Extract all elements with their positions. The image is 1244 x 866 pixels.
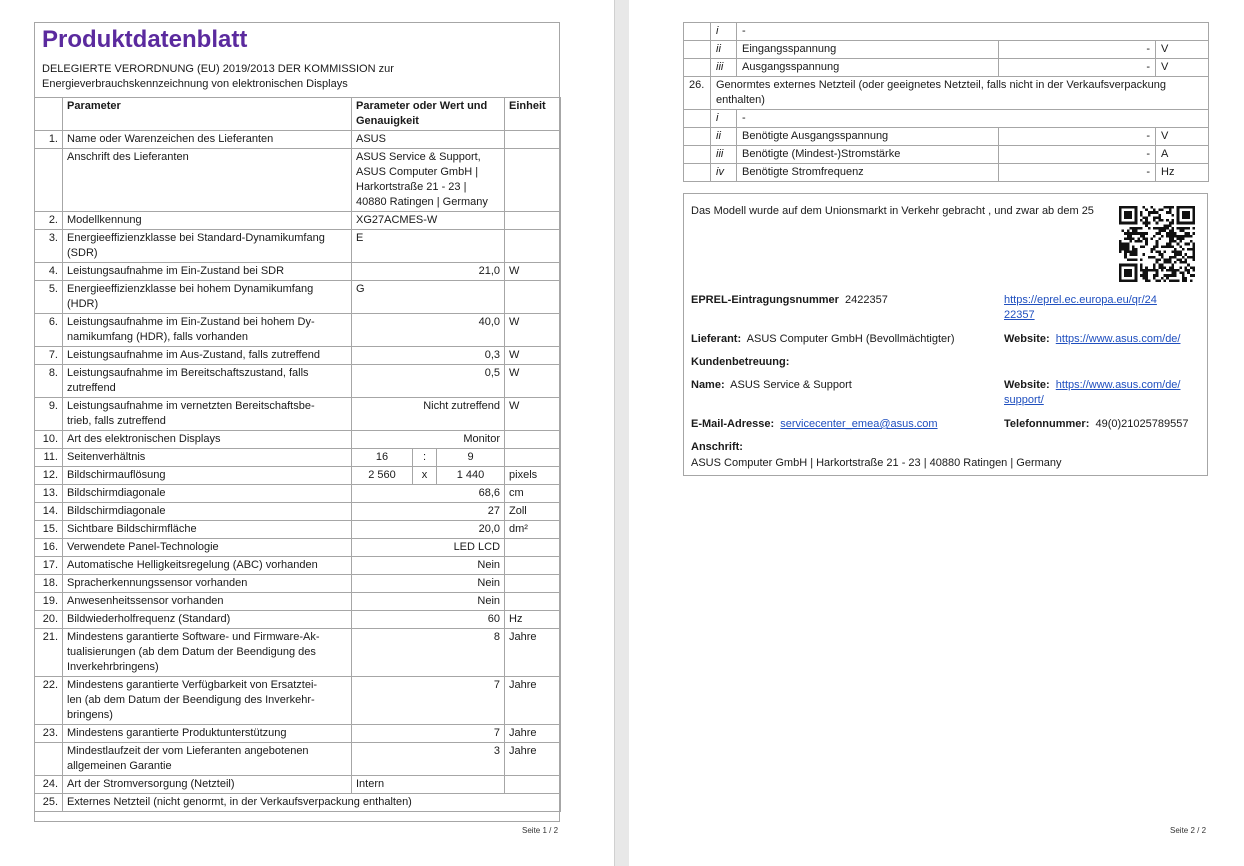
row-parameter xyxy=(63,776,352,794)
market-date-text: Das Modell wurde auf dem Unionsmarkt in Verkehr gebracht , und zwar ab dem 25 xyxy=(691,205,1094,217)
row-parameter xyxy=(63,431,352,449)
row-parameter xyxy=(63,575,352,593)
row-value xyxy=(352,263,505,281)
page-title: Produktdatenblatt xyxy=(42,26,248,53)
param-line: Leistungsaufnahme im Aus-Zustand, falls zutreffend xyxy=(67,349,320,361)
param-line: Leistungsaufnahme im Ein-Zustand bei SDR xyxy=(67,265,285,277)
row-parameter xyxy=(63,629,352,677)
row-number: 20. xyxy=(35,611,63,629)
row-value xyxy=(352,314,505,347)
sub-unit: V xyxy=(1156,59,1209,77)
email-row xyxy=(691,417,938,432)
row-number xyxy=(684,23,711,41)
row-unit xyxy=(505,149,561,212)
table-row xyxy=(35,398,561,431)
table-row xyxy=(35,794,561,812)
table-row xyxy=(35,431,561,449)
table-row xyxy=(684,128,1209,146)
param-line: Inverkehrbringens) xyxy=(67,661,159,673)
table-row xyxy=(35,131,561,149)
sub-index: iii xyxy=(711,59,737,77)
product-data-rows xyxy=(35,131,561,812)
param-line: (SDR) xyxy=(67,247,98,259)
value-line: 40880 Ratingen | Germany xyxy=(356,196,488,208)
param-line: len (ab dem Datum der Beendigung des Inverkehr- xyxy=(67,694,315,706)
row-number: 26. xyxy=(684,77,711,110)
row-number: 12. xyxy=(35,467,63,485)
table-row xyxy=(35,611,561,629)
row-parameter xyxy=(63,149,352,212)
row-number: 24. xyxy=(35,776,63,794)
param-line: Anschrift des Lieferanten xyxy=(67,151,189,163)
eprel-number: 2422357 xyxy=(845,294,888,306)
row-unit: Jahre xyxy=(505,743,561,776)
section-title-line: enthalten) xyxy=(716,94,765,106)
sub-label: - xyxy=(737,23,1209,41)
value-line: 0,3 xyxy=(484,349,501,361)
param-line: Anwesenheitssensor vorhanden xyxy=(67,595,224,607)
supplier-value: ASUS Computer GmbH (Bevollmächtigter) xyxy=(746,333,955,345)
row-number: 3. xyxy=(35,230,63,263)
param-line: Spracherkennungssensor vorhanden xyxy=(67,577,248,589)
supplier-label: Lieferant: xyxy=(691,333,742,345)
website-row xyxy=(1004,332,1180,347)
eprel-link-line-2[interactable]: 22357 xyxy=(1004,309,1035,321)
sub-unit: V xyxy=(1156,128,1209,146)
product-data-table xyxy=(34,97,561,812)
sub-value: - xyxy=(999,128,1156,146)
table-row xyxy=(35,593,561,611)
sub-index: ii xyxy=(711,41,737,59)
row-unit: W xyxy=(505,263,561,281)
row-parameter xyxy=(63,539,352,557)
supplier-row xyxy=(691,332,954,347)
param-line: Art des elektronischen Displays xyxy=(67,433,221,445)
row-parameter xyxy=(63,485,352,503)
row-value xyxy=(352,629,505,677)
row-number: 9. xyxy=(35,398,63,431)
row-value-part: 1 440 xyxy=(437,467,505,485)
row-number: 22. xyxy=(35,677,63,725)
support-website-label: Website: xyxy=(1004,379,1050,391)
row-number: 7. xyxy=(35,347,63,365)
table-row xyxy=(684,164,1209,182)
value-line: E xyxy=(356,232,364,244)
sub-label: Eingangsspannung xyxy=(737,41,999,59)
table-row xyxy=(35,629,561,677)
sub-value: - xyxy=(999,146,1156,164)
row-value xyxy=(352,503,505,521)
address-value: ASUS Computer GmbH | Harkortstraße 21 - 23 | 40880 Ratingen | Germany xyxy=(691,457,1062,469)
row-unit xyxy=(505,281,561,314)
sub-index: ii xyxy=(711,128,737,146)
param-line: Bildschirmauflösung xyxy=(67,469,166,481)
eprel-link-line-1[interactable]: https://eprel.ec.europa.eu/qr/24 xyxy=(1004,294,1157,306)
regulation-line-2: Energieverbrauchskennzeichnung von elektronischen Displays xyxy=(42,78,348,90)
row-parameter xyxy=(63,725,352,743)
support-name-row xyxy=(691,378,852,393)
sub-index: i xyxy=(711,110,737,128)
header-value-line-1: Parameter oder Wert und xyxy=(356,100,488,112)
param-line: Energieeffizienzklasse bei hohem Dynamikumfang xyxy=(67,283,314,295)
param-line: Mindestens garantierte Produktunterstützung xyxy=(67,727,287,739)
param-line: tualisierungen (ab dem Datum der Beendigung des xyxy=(67,646,316,658)
value-line: ASUS Computer GmbH | xyxy=(356,166,479,178)
table-row xyxy=(35,449,561,467)
row-unit xyxy=(505,776,561,794)
value-line: 68,6 xyxy=(478,487,501,499)
row-value xyxy=(352,539,505,557)
row-value xyxy=(352,521,505,539)
row-number: 25. xyxy=(35,794,63,812)
table-row xyxy=(684,59,1209,77)
row-value xyxy=(352,776,505,794)
section-title xyxy=(711,77,1209,110)
param-line: (HDR) xyxy=(67,298,99,310)
param-line: Bildschirmdiagonale xyxy=(67,505,166,517)
row-parameter xyxy=(63,212,352,230)
table-row xyxy=(35,365,561,398)
row-number: 17. xyxy=(35,557,63,575)
row-unit: W xyxy=(505,365,561,398)
page-gutter xyxy=(614,0,630,866)
sub-label: Benötigte Ausgangsspannung xyxy=(737,128,999,146)
table-row xyxy=(35,314,561,347)
row-unit: Hz xyxy=(505,611,561,629)
param-line: zutreffend xyxy=(67,382,116,394)
row-number: 21. xyxy=(35,629,63,677)
row-number: 15. xyxy=(35,521,63,539)
value-line: 7 xyxy=(493,727,501,739)
row-unit xyxy=(505,539,561,557)
value-line: LED LCD xyxy=(453,541,501,553)
row-unit xyxy=(505,575,561,593)
row-value xyxy=(352,212,505,230)
row-value-part: : xyxy=(413,449,437,467)
row-unit: dm² xyxy=(505,521,561,539)
row-parameter xyxy=(63,467,352,485)
row-parameter xyxy=(63,743,352,776)
table-row xyxy=(35,557,561,575)
row-unit: Jahre xyxy=(505,677,561,725)
phone-value: 49(0)21025789557 xyxy=(1095,418,1189,430)
param-line: Mindestlaufzeit der vom Lieferanten angebotenen xyxy=(67,745,309,757)
value-line: Nein xyxy=(477,577,501,589)
support-website-link-line-2[interactable]: support/ xyxy=(1004,394,1044,406)
sub-label: - xyxy=(737,110,1209,128)
param-line: Verwendete Panel-Technologie xyxy=(67,541,219,553)
row-value-part: 9 xyxy=(437,449,505,467)
row-value xyxy=(352,230,505,263)
value-line: Nein xyxy=(477,559,501,571)
row-value xyxy=(352,431,505,449)
sub-unit: A xyxy=(1156,146,1209,164)
row-unit xyxy=(505,131,561,149)
row-parameter xyxy=(63,398,352,431)
param-line: trieb, falls zutreffend xyxy=(67,415,166,427)
value-line: G xyxy=(356,283,365,295)
row-number: 13. xyxy=(35,485,63,503)
row-number xyxy=(684,128,711,146)
value-line: Monitor xyxy=(463,433,501,445)
row-parameter xyxy=(63,503,352,521)
param-line: Art der Stromversorgung (Netzteil) xyxy=(67,778,235,790)
row-number: 11. xyxy=(35,449,63,467)
sub-unit: Hz xyxy=(1156,164,1209,182)
row-parameter xyxy=(63,131,352,149)
row-unit xyxy=(505,431,561,449)
row-value xyxy=(352,575,505,593)
row-value xyxy=(352,149,505,212)
row-unit xyxy=(505,230,561,263)
eprel-label: EPREL-Eintragungsnummer xyxy=(691,294,839,306)
row-number xyxy=(35,149,63,212)
sub-index: iii xyxy=(711,146,737,164)
param-line: Mindestens garantierte Verfügbarkeit von Ersatztei- xyxy=(67,679,318,691)
eprel-row xyxy=(691,293,888,308)
table-row xyxy=(35,347,561,365)
power-supply-rows xyxy=(684,23,1209,182)
row-value xyxy=(352,557,505,575)
param-line: Seitenverhältnis xyxy=(67,451,146,463)
param-line: Bildwiederholfrequenz (Standard) xyxy=(67,613,231,625)
row-value-part: 2 560 xyxy=(352,467,413,485)
email-link[interactable]: servicecenter_emea@asus.com xyxy=(780,418,938,430)
table-row xyxy=(684,146,1209,164)
table-row xyxy=(684,41,1209,59)
row-value xyxy=(352,398,505,431)
row-value xyxy=(352,593,505,611)
param-line: Leistungsaufnahme im vernetzten Bereitschaftsbe- xyxy=(67,400,315,412)
param-line: Energieeffizienzklasse bei Standard-Dynamikumfang xyxy=(67,232,325,244)
value-line: 40,0 xyxy=(478,316,501,328)
row-value xyxy=(352,743,505,776)
param-line: Leistungsaufnahme im Bereitschaftszustand, falls xyxy=(67,367,309,379)
row-parameter xyxy=(63,230,352,263)
row-number: 19. xyxy=(35,593,63,611)
support-website-link-line-1[interactable]: https://www.asus.com/de/ xyxy=(1055,379,1181,391)
row-parameter xyxy=(63,611,352,629)
header-unit: Einheit xyxy=(505,98,561,131)
power-supply-table xyxy=(683,22,1209,182)
row-value xyxy=(352,365,505,398)
value-line: ASUS Service & Support, xyxy=(356,151,481,163)
param-line: Name oder Warenzeichen des Lieferanten xyxy=(67,133,274,145)
row-value-part: x xyxy=(413,467,437,485)
row-unit: W xyxy=(505,398,561,431)
row-parameter xyxy=(63,557,352,575)
value-line: XG27ACMES-W xyxy=(356,214,438,226)
row-number xyxy=(684,41,711,59)
value-line: 7 xyxy=(493,679,501,691)
row-parameter xyxy=(63,281,352,314)
sub-label: Ausgangsspannung xyxy=(737,59,999,77)
value-line: Nein xyxy=(477,595,501,607)
row-parameter xyxy=(63,677,352,725)
header-value-line-2: Genauigkeit xyxy=(356,115,419,127)
table-row xyxy=(35,149,561,212)
table-row xyxy=(35,467,561,485)
sub-unit: V xyxy=(1156,41,1209,59)
support-name-label: Name: xyxy=(691,379,725,391)
value-line: 3 xyxy=(493,745,501,757)
param-line: Mindestens garantierte Software- und Firmware-Ak- xyxy=(67,631,320,643)
website-link[interactable]: https://www.asus.com/de/ xyxy=(1055,333,1181,345)
param-line: Leistungsaufnahme im Ein-Zustand bei hohem Dy- xyxy=(67,316,315,328)
table-row xyxy=(35,677,561,725)
row-parameter xyxy=(63,365,352,398)
row-value xyxy=(352,347,505,365)
row-value xyxy=(352,131,505,149)
page-number: Seite 1 / 2 xyxy=(522,826,559,835)
header-value xyxy=(352,98,505,131)
row-parameter xyxy=(63,449,352,467)
value-line: Nicht zutreffend xyxy=(423,400,501,412)
row-number: 10. xyxy=(35,431,63,449)
param-line: Externes Netzteil (nicht genormt, in der Verkaufsverpackung enthalten) xyxy=(67,796,412,808)
section-title-line: Genormtes externes Netzteil (oder geeignetes Netzteil, falls nicht in der Verkaufsverpackung xyxy=(716,79,1167,91)
table-row xyxy=(35,230,561,263)
row-unit: Zoll xyxy=(505,503,561,521)
row-unit: cm xyxy=(505,485,561,503)
table-row xyxy=(35,575,561,593)
row-unit xyxy=(505,212,561,230)
row-value xyxy=(352,485,505,503)
row-number: 2. xyxy=(35,212,63,230)
sub-value: - xyxy=(999,164,1156,182)
row-unit: Jahre xyxy=(505,725,561,743)
value-line: ASUS xyxy=(356,133,386,145)
row-unit xyxy=(505,449,561,467)
header-number xyxy=(35,98,63,131)
row-parameter xyxy=(63,347,352,365)
support-website-row xyxy=(1004,378,1180,408)
row-parameter xyxy=(63,263,352,281)
param-line: Bildschirmdiagonale xyxy=(67,487,166,499)
row-parameter xyxy=(63,521,352,539)
value-line: 21,0 xyxy=(478,265,501,277)
value-line: 0,5 xyxy=(484,367,501,379)
param-line: bringens) xyxy=(67,709,113,721)
row-unit: pixels xyxy=(505,467,561,485)
row-number: 14. xyxy=(35,503,63,521)
table-row xyxy=(35,743,561,776)
table-row xyxy=(35,485,561,503)
row-number xyxy=(684,59,711,77)
table-row xyxy=(684,23,1209,41)
row-number xyxy=(684,164,711,182)
row-unit: Jahre xyxy=(505,629,561,677)
sub-label: Benötigte Stromfrequenz xyxy=(737,164,999,182)
email-label: E-Mail-Adresse: xyxy=(691,418,775,430)
value-line: 20,0 xyxy=(478,523,501,535)
param-line: Automatische Helligkeitsregelung (ABC) vorhanden xyxy=(67,559,318,571)
row-parameter xyxy=(63,794,561,812)
table-row xyxy=(35,212,561,230)
address-label xyxy=(691,440,743,455)
sub-index: i xyxy=(711,23,737,41)
table-row xyxy=(35,263,561,281)
row-number: 4. xyxy=(35,263,63,281)
value-line: Harkortstraße 21 - 23 | xyxy=(356,181,467,193)
param-line: namikumfang (HDR), falls vorhanden xyxy=(67,331,248,343)
row-unit: W xyxy=(505,347,561,365)
sub-label: Benötigte (Mindest-)Stromstärke xyxy=(737,146,999,164)
param-line: allgemeinen Garantie xyxy=(67,760,172,772)
qr-code-icon[interactable] xyxy=(1118,206,1196,282)
row-number xyxy=(684,110,711,128)
row-number: 6. xyxy=(35,314,63,347)
customer-service-label: Kundenbetreuung: xyxy=(691,356,790,368)
value-line: 60 xyxy=(487,613,501,625)
row-value xyxy=(352,677,505,725)
row-parameter xyxy=(63,314,352,347)
value-line: 27 xyxy=(487,505,501,517)
table-row xyxy=(35,503,561,521)
row-number xyxy=(684,146,711,164)
row-value-part: 16 xyxy=(352,449,413,467)
row-number: 5. xyxy=(35,281,63,314)
sub-value: - xyxy=(999,41,1156,59)
eprel-link[interactable] xyxy=(1004,293,1157,323)
sub-value: - xyxy=(999,59,1156,77)
value-line: Intern xyxy=(356,778,385,790)
support-name-value: ASUS Service & Support xyxy=(730,379,852,391)
row-unit xyxy=(505,557,561,575)
table-row xyxy=(35,281,561,314)
table-row xyxy=(35,776,561,794)
param-line: Modellkennung xyxy=(67,214,142,226)
header-parameter: Parameter xyxy=(63,98,352,131)
row-number: 18. xyxy=(35,575,63,593)
phone-row xyxy=(1004,417,1188,432)
row-unit xyxy=(505,593,561,611)
row-value xyxy=(352,725,505,743)
table-header-row xyxy=(35,98,561,131)
row-value xyxy=(352,281,505,314)
row-parameter xyxy=(63,593,352,611)
page-number-2: Seite 2 / 2 xyxy=(1170,826,1207,835)
table-row xyxy=(35,521,561,539)
table-row xyxy=(35,725,561,743)
row-number: 1. xyxy=(35,131,63,149)
table-row xyxy=(684,110,1209,128)
customer-service-title xyxy=(691,355,789,370)
sub-index: iv xyxy=(711,164,737,182)
phone-label: Telefonnummer: xyxy=(1004,418,1090,430)
row-number xyxy=(35,743,63,776)
param-line: Sichtbare Bildschirmfläche xyxy=(67,523,197,535)
address-label-text: Anschrift: xyxy=(691,441,743,453)
table-row xyxy=(684,77,1209,110)
row-number: 8. xyxy=(35,365,63,398)
table-row xyxy=(35,539,561,557)
row-number: 23. xyxy=(35,725,63,743)
row-value xyxy=(352,611,505,629)
row-number: 16. xyxy=(35,539,63,557)
regulation-line-1: DELEGIERTE VERORDNUNG (EU) 2019/2013 DER KOMMISSION zur xyxy=(42,63,394,75)
website-label: Website: xyxy=(1004,333,1050,345)
value-line: 8 xyxy=(493,631,501,643)
row-unit: W xyxy=(505,314,561,347)
